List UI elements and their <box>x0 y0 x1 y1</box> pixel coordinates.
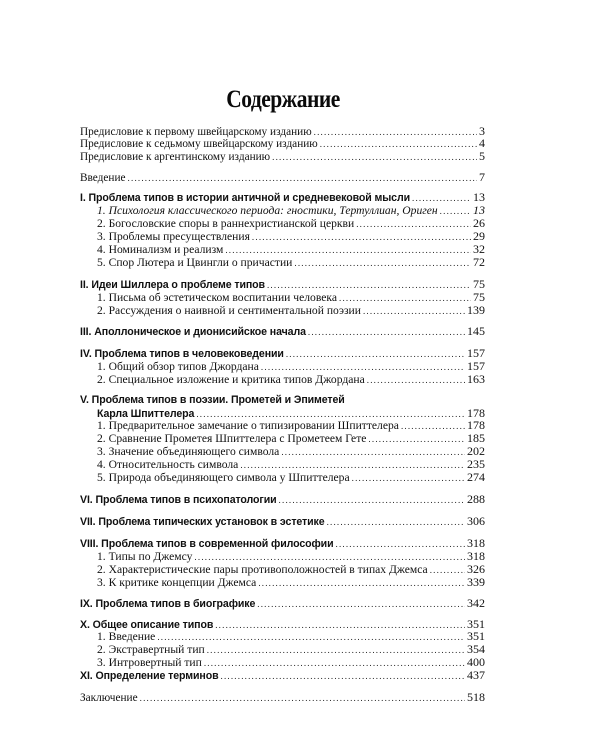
section-title: 3. Интровертный тип <box>97 656 202 669</box>
leader-dots <box>363 305 465 318</box>
leader-dots <box>279 494 465 507</box>
toc-section-5-1[interactable] <box>97 419 485 432</box>
section-title: 2. Экстравертный тип <box>97 643 205 656</box>
section-title: 2. Сравнение Прометея Шпиттелера с Прометеем Гете <box>97 432 367 445</box>
leader-dots <box>140 692 465 705</box>
toc-page-number: 274 <box>467 470 485 484</box>
toc-section-10-1[interactable] <box>97 630 485 643</box>
toc-entry-preface-argentine[interactable] <box>80 150 485 163</box>
toc-chapter-3[interactable] <box>80 325 485 338</box>
toc-page-number: 7 <box>479 170 485 184</box>
toc-chapter-2[interactable] <box>80 278 485 291</box>
toc-page-number: 288 <box>467 492 485 506</box>
toc-section-4-2[interactable] <box>97 373 485 386</box>
toc-chapter-6[interactable] <box>80 493 485 506</box>
toc-chapter-4[interactable] <box>80 347 485 360</box>
leader-dots <box>294 257 471 270</box>
toc-page-number: 157 <box>467 346 485 360</box>
toc-page-number: 351 <box>467 617 485 631</box>
toc-page-number: 318 <box>467 549 485 563</box>
toc-page-number: 145 <box>467 324 485 338</box>
toc-page-number: 339 <box>467 575 485 589</box>
section-title: 2. Специальное изложение и критика типов Джордана <box>97 373 365 386</box>
toc-entry-label: Предисловие к первому швейцарскому изданию <box>80 126 312 138</box>
leader-dots <box>352 472 465 485</box>
toc-page-number: 163 <box>467 372 485 386</box>
toc-page-number: 185 <box>467 431 485 445</box>
toc-page-number: 3 <box>479 124 485 138</box>
toc-page-number: 75 <box>473 277 485 291</box>
section-title: 1. Психология классического периода: гностики, Тертуллиан, Ориген <box>97 204 438 217</box>
toc-entry-label: Введение <box>80 172 126 184</box>
section-title: 3. Значение объединяющего символа <box>97 445 280 458</box>
toc-section-2-2[interactable] <box>97 304 485 317</box>
chapter-title-continued: Карла Шпиттелера <box>97 408 195 420</box>
toc-page-number: 178 <box>467 418 485 432</box>
toc-page-number: 518 <box>467 690 485 704</box>
toc-page-number: 157 <box>467 359 485 373</box>
toc-chapter-7[interactable] <box>80 515 485 528</box>
toc-chapter-11[interactable] <box>80 669 485 682</box>
toc-page-number: 354 <box>467 642 485 656</box>
toc-page-number: 4 <box>479 136 485 150</box>
toc-page-number: 13 <box>473 190 485 204</box>
chapter-title: IX. Проблема типов в биографике <box>80 598 256 610</box>
leader-dots <box>128 172 477 185</box>
toc-section-10-3[interactable] <box>97 656 485 669</box>
section-title: 1. Введение <box>97 630 156 643</box>
section-title: 3. Проблемы пресуществления <box>97 230 250 243</box>
chapter-title: XI. Определение терминов <box>80 670 219 682</box>
toc-entry-label: Заключение <box>80 692 138 704</box>
toc-section-5-5[interactable] <box>97 471 485 484</box>
toc-page-number: 400 <box>467 655 485 669</box>
section-title: 2. Характеристические пары противоположностей в типах Джемса <box>97 563 428 576</box>
section-title: 2. Рассуждения о наивной и сентиментальной поэзии <box>97 304 361 317</box>
toc-chapter-5[interactable] <box>80 394 485 407</box>
toc-section-4-1[interactable] <box>97 360 485 373</box>
toc-section-1-1[interactable] <box>97 204 485 217</box>
leader-dots <box>258 577 465 590</box>
toc-entry-conclusion[interactable] <box>80 691 485 704</box>
toc-section-1-5[interactable] <box>97 256 485 269</box>
leader-dots <box>221 670 466 683</box>
toc-section-10-2[interactable] <box>97 643 485 656</box>
toc-entry-introduction[interactable] <box>80 171 485 184</box>
toc-entry-label: Предисловие к седьмому швейцарскому изданию <box>80 138 318 150</box>
toc-section-8-1[interactable] <box>97 550 485 563</box>
toc-section-1-3[interactable] <box>97 230 485 243</box>
leader-dots <box>308 326 465 339</box>
chapter-title: VIII. Проблема типов в современной философии <box>80 538 334 550</box>
section-title: 5. Природа объединяющего символа у Шпиттелера <box>97 471 350 484</box>
chapter-title: VI. Проблема типов в психопатологии <box>80 494 277 506</box>
section-title: 1. Письма об эстетическом воспитании человека <box>97 291 337 304</box>
section-title: 1. Предварительное замечание о типизировании Шпиттелера <box>97 419 399 432</box>
chapter-title: I. Проблема типов в истории античной и средневековой мысли <box>80 192 410 204</box>
toc-entry-label: Предисловие к аргентинскому изданию <box>80 151 271 163</box>
toc-section-5-3[interactable] <box>97 445 485 458</box>
toc-section-8-2[interactable] <box>97 563 485 576</box>
leader-dots <box>327 516 465 529</box>
toc-section-5-4[interactable] <box>97 458 485 471</box>
section-title: 3. К критике концепции Джемса <box>97 576 257 589</box>
page-title: Содержание <box>226 86 340 113</box>
toc-page-number: 318 <box>467 536 485 550</box>
toc-page-number: 326 <box>467 562 485 576</box>
toc-page-number: 202 <box>467 444 485 458</box>
toc-page-number: 26 <box>473 216 485 230</box>
section-title: 2. Богословские споры в раннехристианской церкви <box>97 217 355 230</box>
toc-page-number: 139 <box>467 303 485 317</box>
toc-page-number: 351 <box>467 629 485 643</box>
chapter-title: III. Аполлоническое и дионисийское начала <box>80 326 306 338</box>
toc-section-5-2[interactable] <box>97 432 485 445</box>
section-title: 4. Номинализм и реализм <box>97 243 224 256</box>
chapter-title: X. Общее описание типов <box>80 619 214 631</box>
section-title: 5. Спор Лютера и Цвингли о причастии <box>97 256 293 269</box>
toc-chapter-8[interactable] <box>80 537 485 550</box>
section-title: 1. Общий обзор типов Джордана <box>97 360 259 373</box>
section-title: 1. Типы по Джемсу <box>97 550 193 563</box>
chapter-title: II. Идеи Шиллера о проблеме типов <box>80 279 265 291</box>
toc-chapter-1[interactable] <box>80 191 485 204</box>
leader-dots <box>257 598 465 611</box>
toc-section-1-4[interactable] <box>97 243 485 256</box>
toc-entry-preface-7[interactable] <box>80 137 485 150</box>
toc-page-number: 306 <box>467 514 485 528</box>
leader-dots <box>367 374 465 387</box>
toc-section-1-2[interactable] <box>97 217 485 230</box>
chapter-title: V. Проблема типов в поэзии. Прометей и Эпиметей <box>80 394 345 406</box>
toc-page-number: 29 <box>473 229 485 243</box>
toc-page-number: 32 <box>473 242 485 256</box>
chapter-title: IV. Проблема типов в человековедении <box>80 348 284 360</box>
toc-page-number: 13 <box>473 203 485 217</box>
toc-page-number: 75 <box>473 290 485 304</box>
toc-page-number: 72 <box>473 255 485 269</box>
toc-page-number: 178 <box>467 406 485 420</box>
leader-dots <box>272 151 477 164</box>
chapter-title: VII. Проблема типических установок в эстетике <box>80 516 325 528</box>
section-title: 4. Относительность символа <box>97 458 239 471</box>
toc-page-number: 342 <box>467 596 485 610</box>
toc-chapter-9[interactable] <box>80 597 485 610</box>
toc-section-2-1[interactable] <box>97 291 485 304</box>
toc-page-number: 235 <box>467 457 485 471</box>
toc-section-8-3[interactable] <box>97 576 485 589</box>
toc-page-number: 5 <box>479 149 485 163</box>
toc-page-number: 437 <box>467 668 485 682</box>
